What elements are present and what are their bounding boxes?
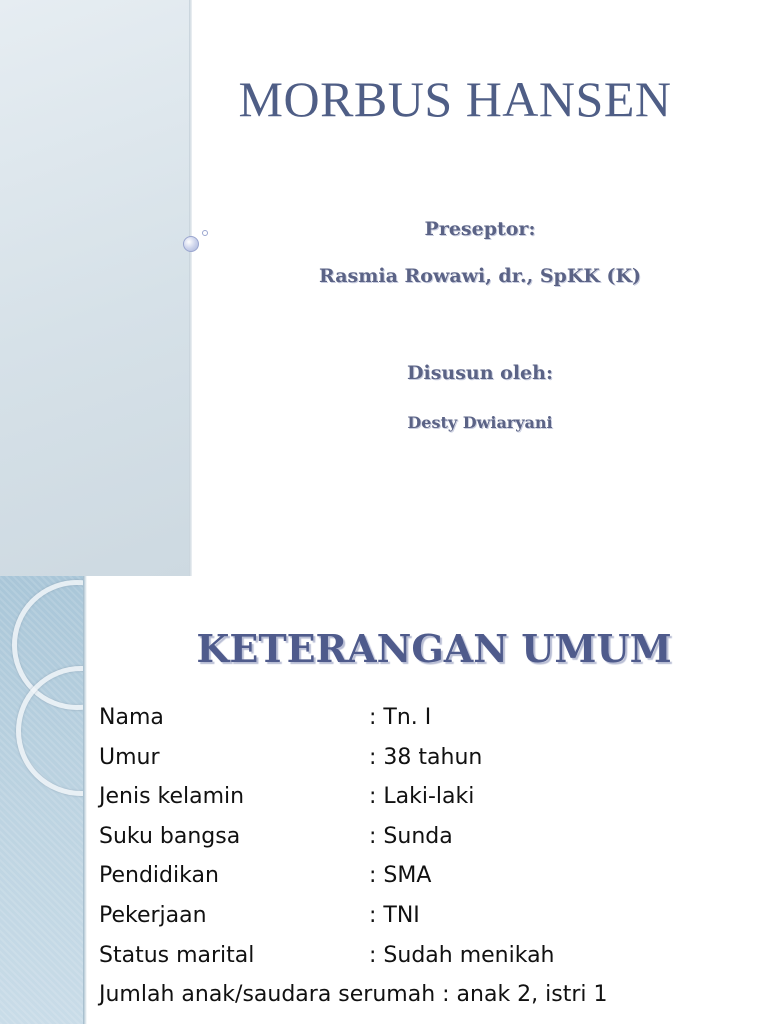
info-list xyxy=(99,698,759,1015)
field-value: : SMA xyxy=(369,863,432,889)
list-item xyxy=(99,896,759,936)
list-item xyxy=(99,777,759,817)
left-decorative-panel xyxy=(0,576,85,1024)
household-row: Jumlah anak/saudara serumah : anak 2, istri 1 xyxy=(99,982,608,1008)
panel-divider xyxy=(83,576,87,1024)
field-value: : Sunda xyxy=(369,823,453,849)
field-label: Status marital xyxy=(99,942,255,968)
general-info-slide xyxy=(0,576,768,1024)
field-label: Jenis kelamin xyxy=(99,784,245,810)
left-decorative-panel xyxy=(0,0,190,576)
list-item xyxy=(99,738,759,778)
field-label: Pekerjaan xyxy=(99,902,207,928)
list-item xyxy=(99,856,759,896)
field-label: Suku bangsa xyxy=(99,823,241,849)
list-item xyxy=(99,975,759,1015)
list-item xyxy=(99,817,759,857)
preseptor-name: Rasmia Rowawi, dr., SpKK (K) xyxy=(319,265,641,287)
field-label: Nama xyxy=(99,705,164,730)
disusun-label: Disusun oleh: xyxy=(407,362,553,384)
field-value: : Tn. I xyxy=(369,705,432,730)
field-label: Umur xyxy=(99,744,160,770)
list-item xyxy=(99,698,759,738)
author-name: Desty Dwiaryani xyxy=(407,413,553,432)
preseptor-label: Preseptor: xyxy=(424,218,536,240)
slide-heading: KETERANGAN UMUM xyxy=(196,626,672,671)
field-value: : 38 tahun xyxy=(369,744,483,770)
field-value: : Sudah menikah xyxy=(369,942,555,968)
slide-title: MORBUS HANSEN xyxy=(238,71,672,127)
field-value: : TNI xyxy=(369,902,420,928)
field-label: Pendidikan xyxy=(99,863,219,889)
field-value: : Laki-laki xyxy=(369,784,475,810)
list-item xyxy=(99,936,759,976)
